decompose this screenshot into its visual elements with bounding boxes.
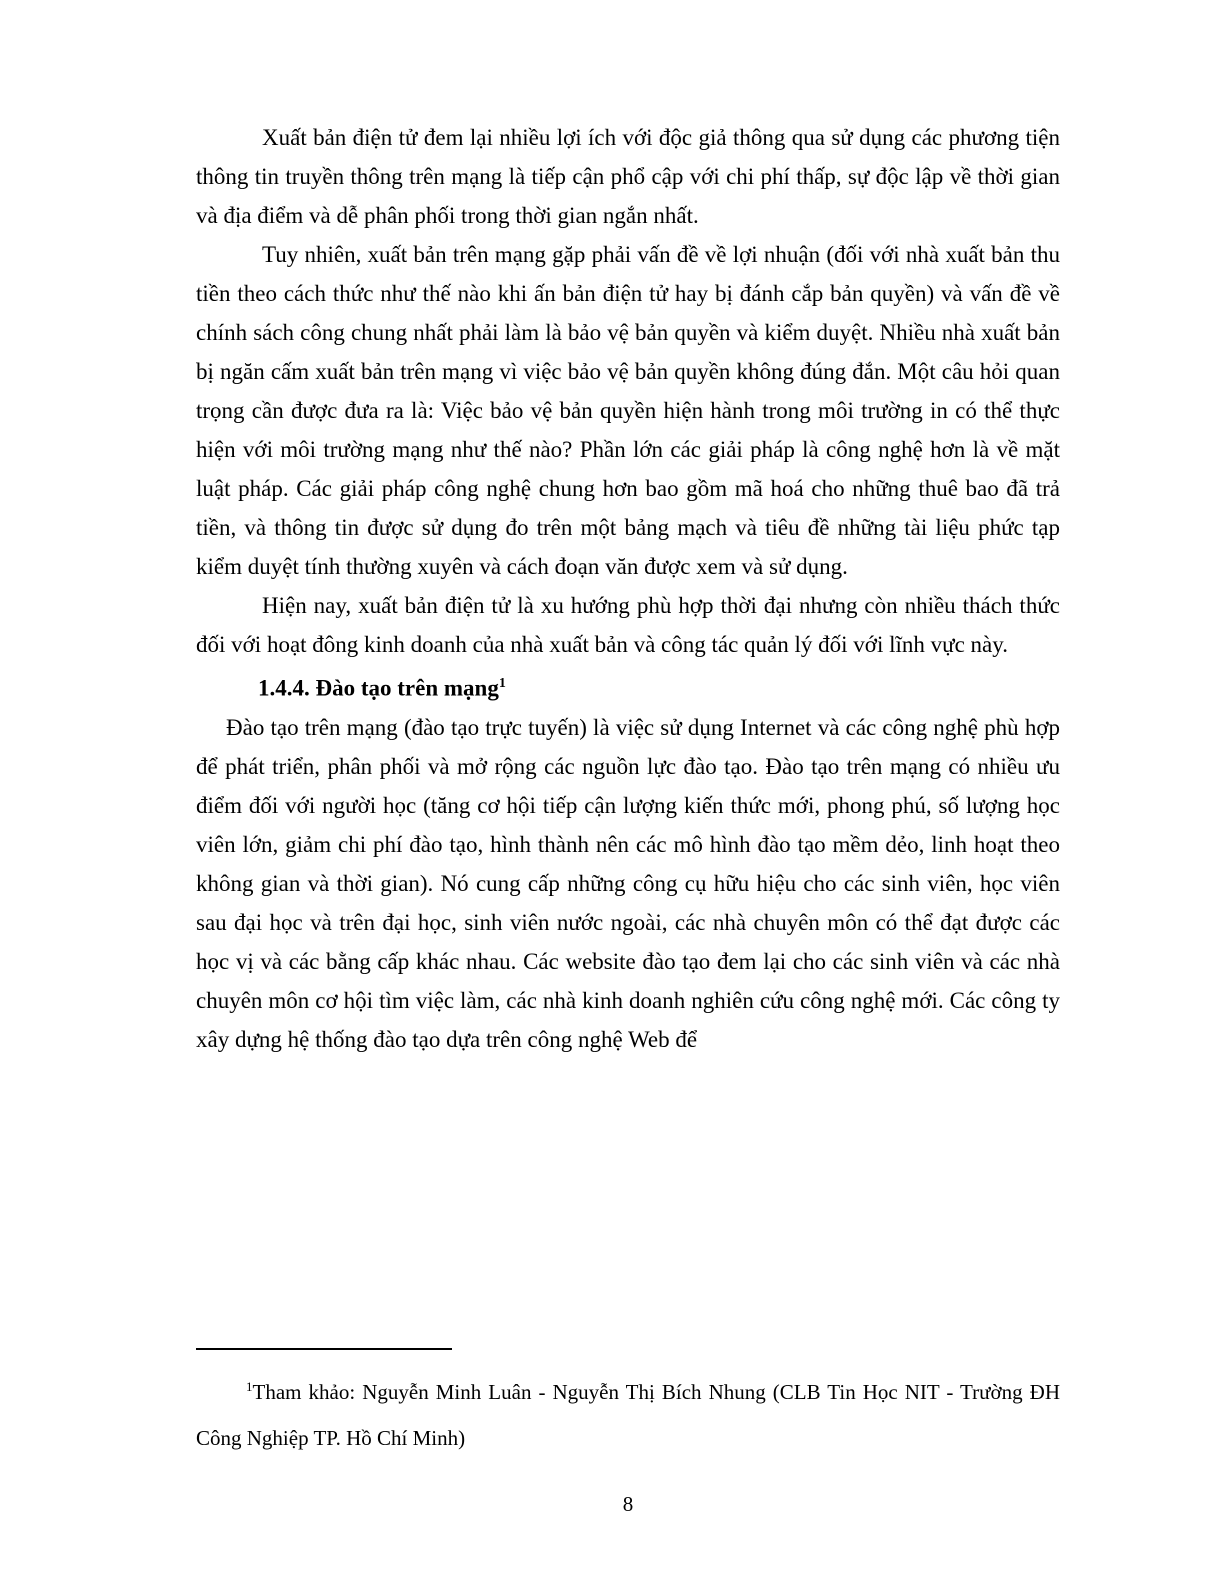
footnote-separator	[196, 1348, 452, 1350]
paragraph-electronic-publishing-benefits: Xuất bản điện tử đem lại nhiều lợi ích với độc giả thông qua sử dụng các phương tiện thông tin truyền thông trên mạng là tiếp cận phổ cập với chi phí thấp, sự độc lập về thời gian và địa điểm và dễ phân phối trong thời gian ngắn nhất.	[196, 125, 1060, 228]
page-number: 8	[622, 1492, 634, 1516]
paragraph-publishing-copyright-issues: Tuy nhiên, xuất bản trên mạng gặp phải vấn đề về lợi nhuận (đối với nhà xuất bản thu tiền theo cách thức như thế nào khi ấn bản điện tử hay bị đánh cắp bản quyền) và vấn đề về chính sách công chung nhất phải làm là bảo vệ bản quyền và kiểm duyệt. Nhiều nhà xuất bản bị ngăn cấm xuất bản trên mạng vì việc bảo vệ bản quyền không đúng đắn. Một câu hỏi quan trọng cần được đưa ra là: Việc bảo vệ bản quyền hiện hành trong môi trường in có thể thực hiện với môi trường mạng như thế nào? Phần lớn các giải pháp là công nghệ hơn là về mặt luật pháp. Các giải pháp công nghệ chung hơn bao gồm mã hoá cho những thuê bao đã trả tiền, và thông tin được sử dụng đo trên một bảng mạch và tiêu đề những tài liệu phức tạp kiểm duyệt tính thường xuyên và cách đoạn văn được xem và sử dụng.	[196, 242, 1060, 579]
footnote-marker: 1	[246, 1379, 253, 1394]
paragraph-online-training: Đào tạo trên mạng (đào tạo trực tuyến) là việc sử dụng Internet và các công nghệ phù hợp để phát triển, phân phối và mở rộng các nguồn lực đào tạo. Đào tạo trên mạng có nhiều ưu điểm đối với người học (tăng cơ hội tiếp cận lượng kiến thức mới, phong phú, số lượng học viên lớn, giảm chi phí đào tạo, hình thành nên các mô hình đào tạo mềm dẻo, linh hoạt theo không gian và thời gian). Nó cung cấp những công cụ hữu hiệu cho các sinh viên, học viên sau đại học và trên đại học, sinh viên nước ngoài, các nhà chuyên môn có thể đạt được các học vị và các bằng cấp khác nhau. Các website đào tạo đem lại cho các sinh viên và các nhà chuyên môn cơ hội tìm việc làm, các nhà kinh doanh nghiên cứu công nghệ mới. Các công ty xây dựng hệ thống đào tạo dựa trên công nghệ Web để	[196, 714, 1060, 1052]
paragraph-publishing-trend: Hiện nay, xuất bản điện tử là xu hướng phù hợp thời đại nhưng còn nhiều thách thức đối với hoạt đông kinh doanh của nhà xuất bản và công tác quản lý đối với lĩnh vực này.	[196, 593, 1060, 657]
footnote-text: Tham khảo: Nguyễn Minh Luân - Nguyễn Thị Bích Nhung (CLB Tin Học NIT - Trường ĐH Công Nghiệp TP. Hồ Chí Minh)	[196, 1380, 1060, 1450]
section-heading-text: 1.4.4. Đào tạo trên mạng	[258, 675, 499, 701]
footnote	[196, 1364, 1060, 1461]
footnote-section	[196, 1348, 1060, 1461]
footnote-reference: 1	[498, 676, 506, 691]
document-body	[196, 118, 1060, 1059]
section-heading	[196, 664, 1060, 708]
